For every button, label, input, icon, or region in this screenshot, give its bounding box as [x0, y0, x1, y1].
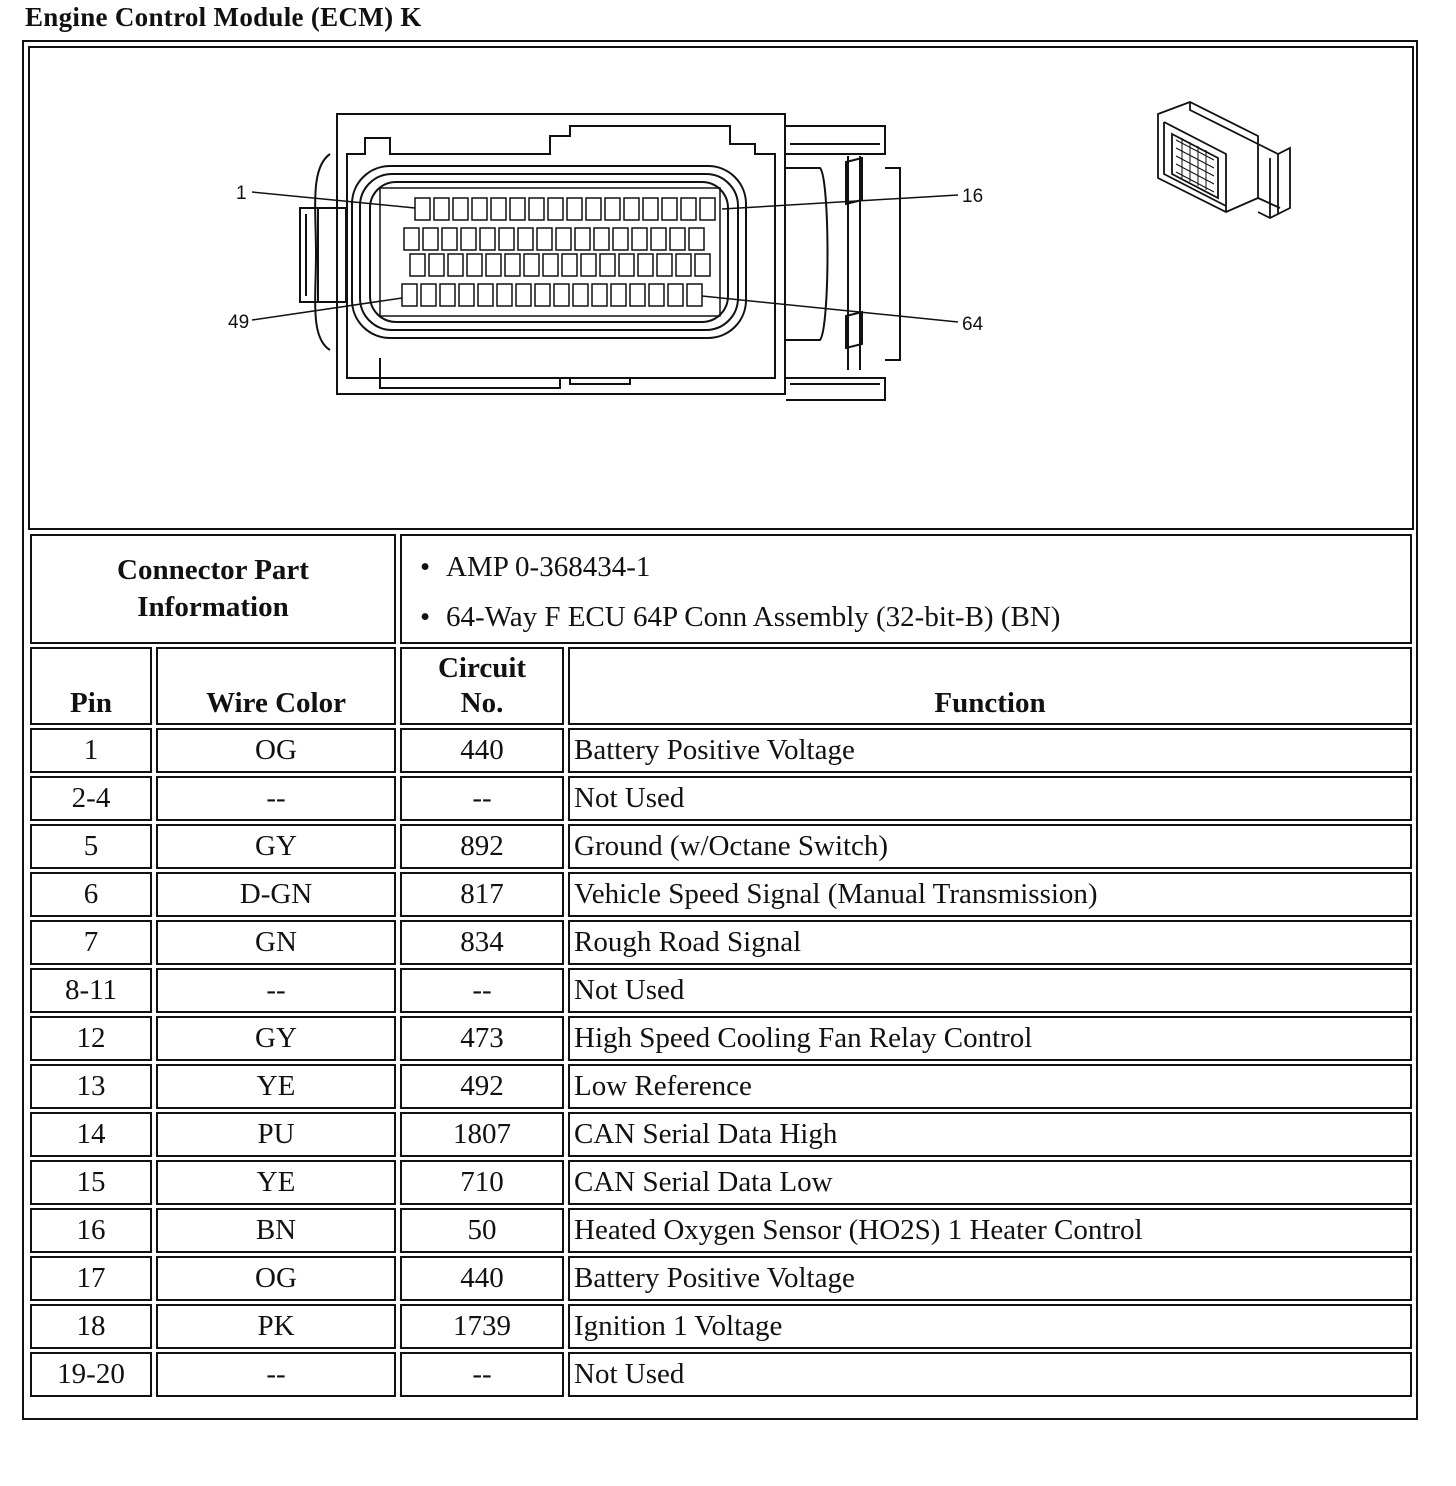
wire-color-cell: -- [156, 1352, 396, 1397]
circuit-no-cell: 1739 [400, 1304, 564, 1349]
connector-info-values [400, 534, 1412, 644]
pin-cell: 1 [30, 728, 152, 773]
circuit-no-cell: 892 [400, 824, 564, 869]
connector-diagram-panel [28, 46, 1414, 530]
table-header-row [30, 647, 1412, 725]
wire-color-cell: D-GN [156, 872, 396, 917]
connector-description: • 64-Way F ECU 64P Conn Assembly (32-bit-B) (BN) [446, 592, 1410, 642]
function-cell: Ignition 1 Voltage [568, 1304, 1412, 1349]
function-cell: Vehicle Speed Signal (Manual Transmission) [568, 872, 1412, 917]
function-cell: CAN Serial Data High [568, 1112, 1412, 1157]
pin-cell: 18 [30, 1304, 152, 1349]
wire-color-cell: GY [156, 1016, 396, 1061]
function-cell: High Speed Cooling Fan Relay Control [568, 1016, 1412, 1061]
circuit-no-cell: -- [400, 1352, 564, 1397]
header-pin: Pin [30, 647, 152, 725]
pin-cell: 16 [30, 1208, 152, 1253]
wire-color-cell: PU [156, 1112, 396, 1157]
table-row [30, 776, 1412, 821]
circuit-no-cell: 473 [400, 1016, 564, 1061]
connector-info-label [30, 534, 396, 644]
pin-label-64: 64 [962, 314, 984, 335]
function-cell: Battery Positive Voltage [568, 728, 1412, 773]
connector-isometric-icon [1158, 102, 1290, 218]
circuit-no-cell: 834 [400, 920, 564, 965]
header-function: Function [568, 647, 1412, 725]
function-cell: Rough Road Signal [568, 920, 1412, 965]
header-circuit-line2: No. [460, 687, 504, 719]
wire-color-cell: PK [156, 1304, 396, 1349]
table-row [30, 824, 1412, 869]
pin-label-1: 1 [236, 183, 247, 204]
circuit-no-cell: -- [400, 968, 564, 1013]
connector-info-label-line2: Information [137, 591, 289, 623]
wire-color-cell: YE [156, 1064, 396, 1109]
table-row [30, 1352, 1412, 1397]
connector-pinout-table [26, 531, 1416, 1400]
table-row [30, 728, 1412, 773]
table-row [30, 1256, 1412, 1301]
circuit-no-cell: 492 [400, 1064, 564, 1109]
wire-color-cell: OG [156, 1256, 396, 1301]
pin-cell: 12 [30, 1016, 152, 1061]
pin-cell: 7 [30, 920, 152, 965]
pin-cell: 13 [30, 1064, 152, 1109]
circuit-no-cell: 710 [400, 1160, 564, 1205]
function-cell: Battery Positive Voltage [568, 1256, 1412, 1301]
connector-info-row [30, 534, 1412, 644]
page-title: Engine Control Module (ECM) K [25, 2, 422, 32]
wire-color-cell: OG [156, 728, 396, 773]
header-circuit-no [400, 647, 564, 725]
pin-cell: 17 [30, 1256, 152, 1301]
table-row [30, 1064, 1412, 1109]
function-cell: Heated Oxygen Sensor (HO2S) 1 Heater Control [568, 1208, 1412, 1253]
wire-color-cell: GN [156, 920, 396, 965]
table-row [30, 1112, 1412, 1157]
wire-color-cell: -- [156, 968, 396, 1013]
function-cell: CAN Serial Data Low [568, 1160, 1412, 1205]
pin-cell: 14 [30, 1112, 152, 1157]
wire-color-cell: BN [156, 1208, 396, 1253]
wire-color-cell: -- [156, 776, 396, 821]
circuit-no-cell: -- [400, 776, 564, 821]
function-cell: Low Reference [568, 1064, 1412, 1109]
table-row [30, 1016, 1412, 1061]
header-circuit-line1: Circuit [437, 652, 527, 684]
connector-part-number: • AMP 0-368434-1 [446, 542, 1410, 592]
pin-cell: 6 [30, 872, 152, 917]
pin-label-16: 16 [962, 186, 984, 207]
pin-cell: 8-11 [30, 968, 152, 1013]
pin-cell: 2-4 [30, 776, 152, 821]
connector-face-diagram [30, 48, 1416, 532]
table-row [30, 920, 1412, 965]
function-cell: Not Used [568, 1352, 1412, 1397]
table-row [30, 968, 1412, 1013]
table-row [30, 872, 1412, 917]
circuit-no-cell: 817 [400, 872, 564, 917]
table-row [30, 1304, 1412, 1349]
wire-color-cell: GY [156, 824, 396, 869]
connector-info-label-line1: Connector Part [117, 554, 309, 586]
wire-color-cell: YE [156, 1160, 396, 1205]
table-row [30, 1160, 1412, 1205]
circuit-no-cell: 1807 [400, 1112, 564, 1157]
pin-cell: 5 [30, 824, 152, 869]
pin-cell: 19-20 [30, 1352, 152, 1397]
function-cell: Not Used [568, 968, 1412, 1013]
function-cell: Not Used [568, 776, 1412, 821]
header-wire-color: Wire Color [156, 647, 396, 725]
circuit-no-cell: 440 [400, 1256, 564, 1301]
circuit-no-cell: 440 [400, 728, 564, 773]
table-row [30, 1208, 1412, 1253]
function-cell: Ground (w/Octane Switch) [568, 824, 1412, 869]
circuit-no-cell: 50 [400, 1208, 564, 1253]
pin-label-49: 49 [228, 312, 250, 333]
pin-cell: 15 [30, 1160, 152, 1205]
